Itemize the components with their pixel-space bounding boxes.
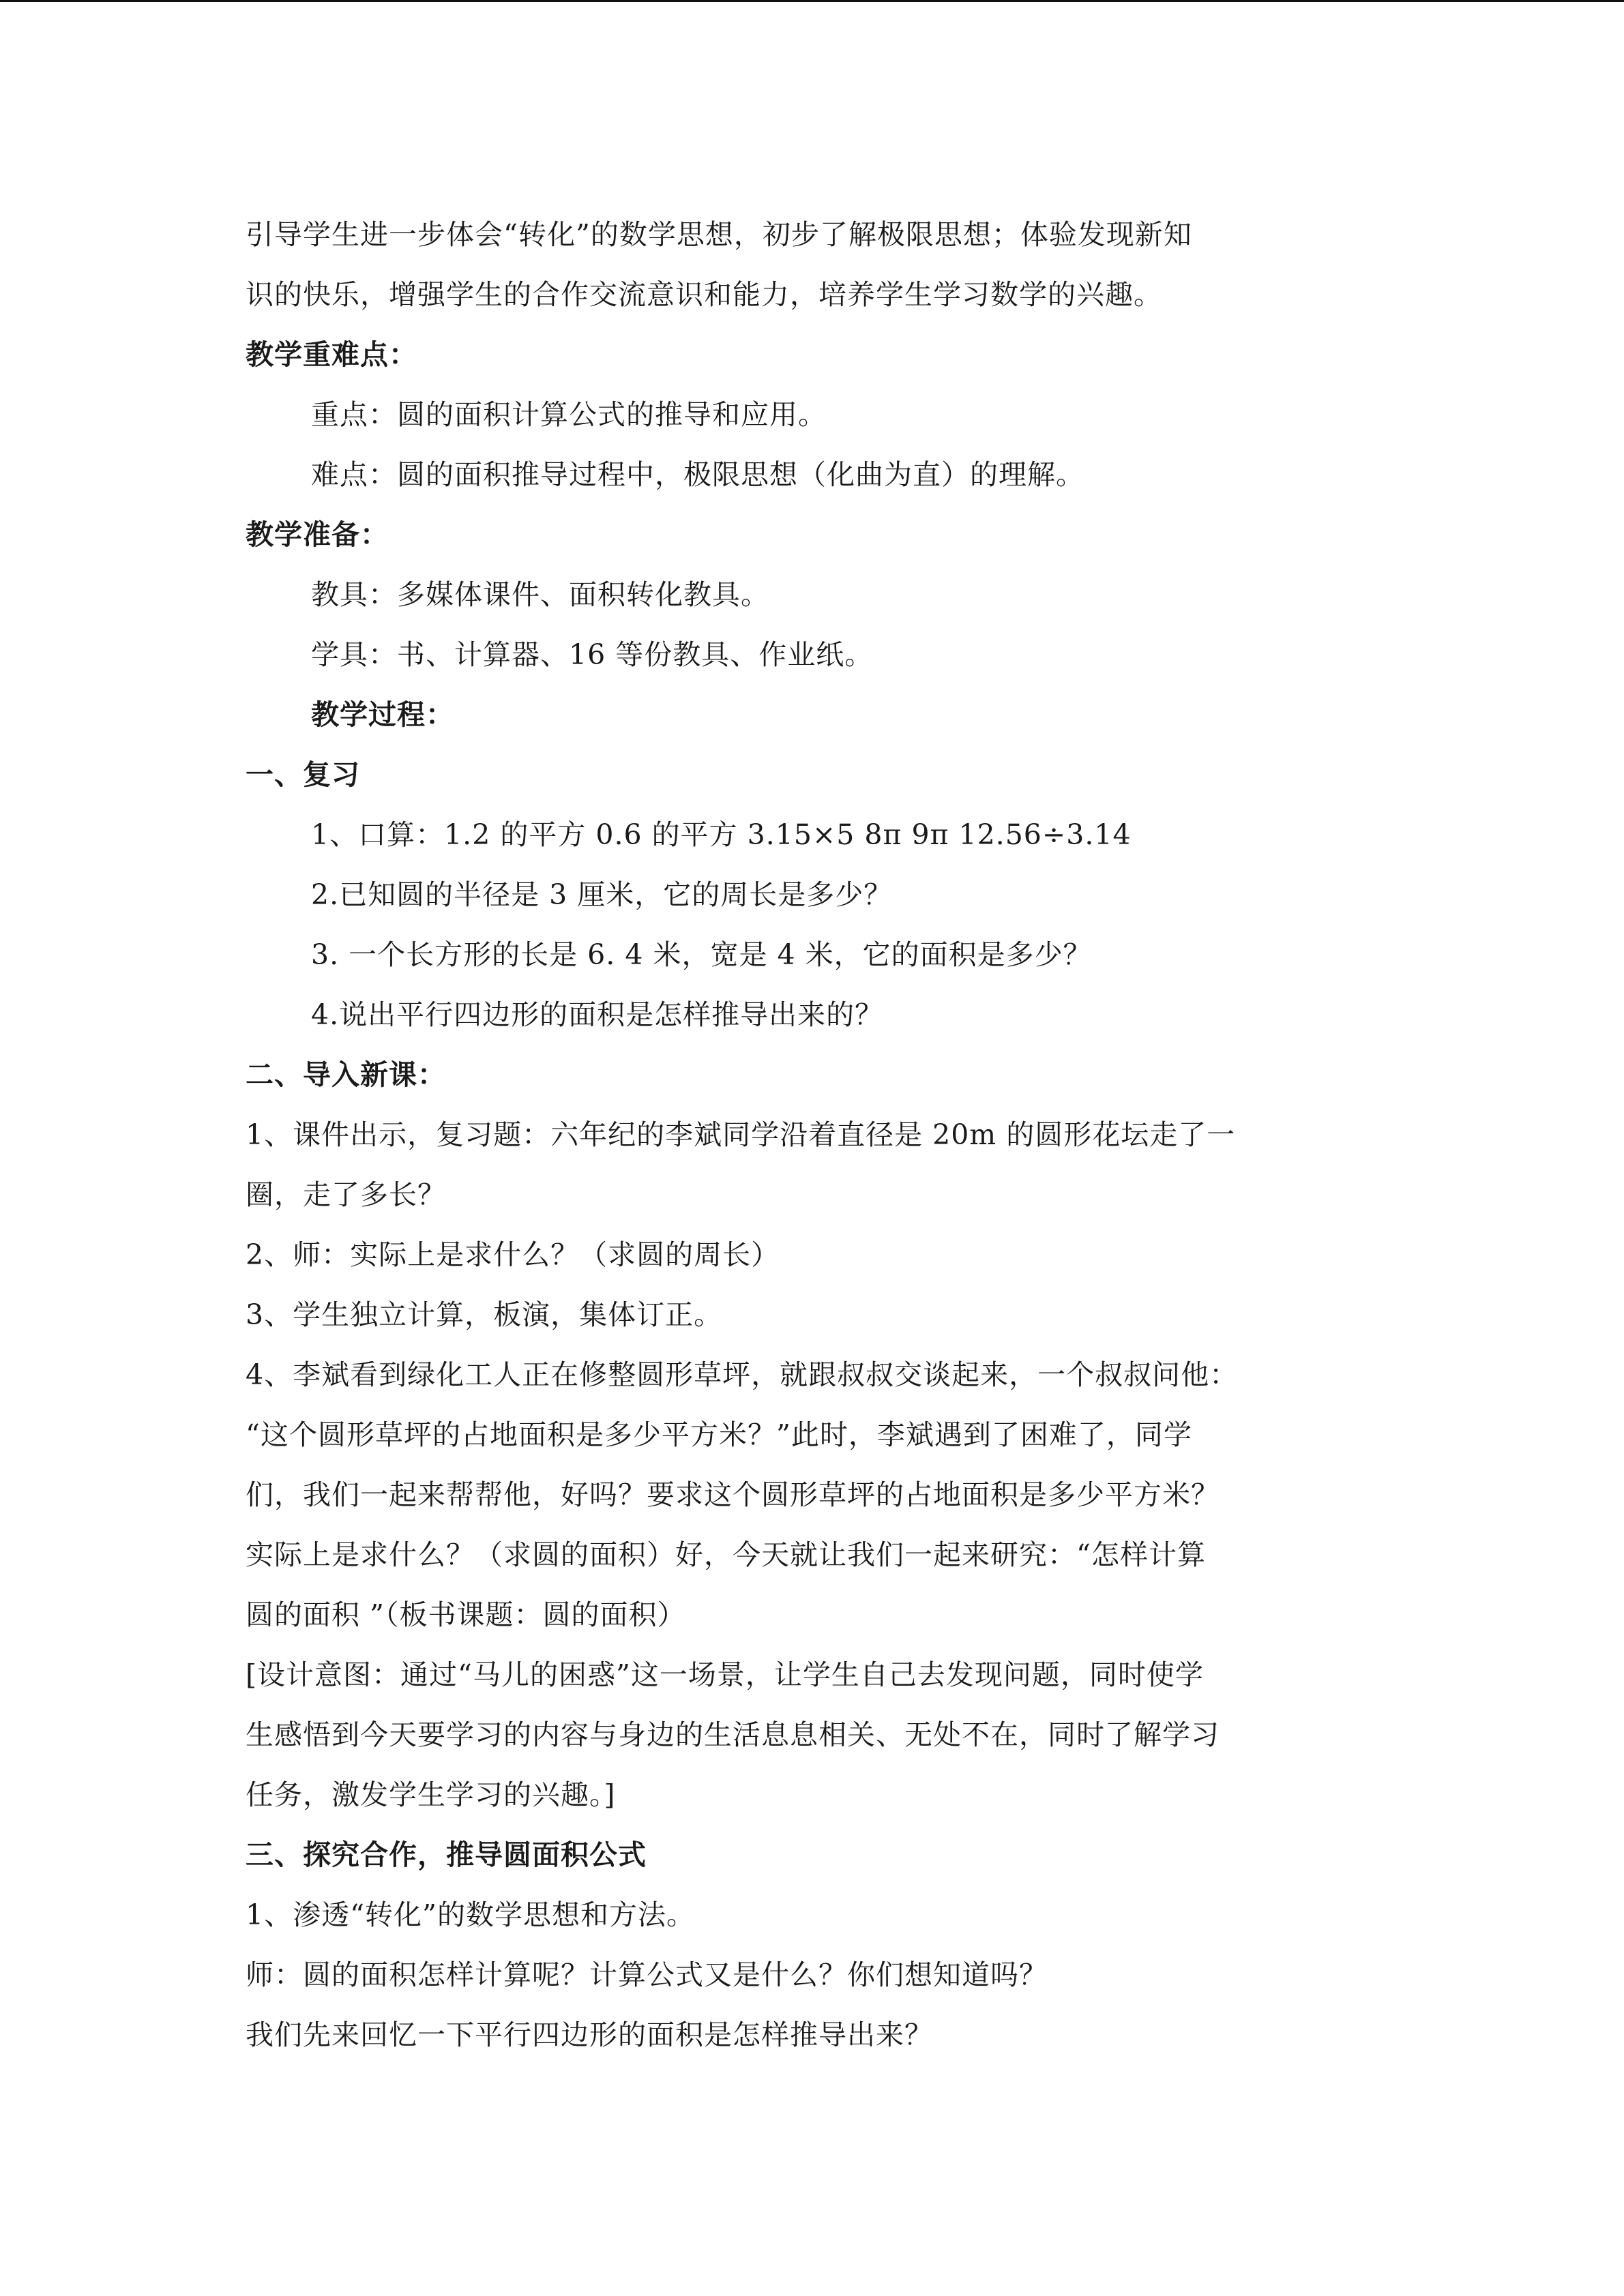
text-line: 1、口算：1.2 的平方 0.6 的平方 3.15×5 8π 9π 12.56÷3.14 bbox=[311, 818, 1132, 851]
page-top-border bbox=[0, 0, 1624, 2]
section-heading: 一、复习 bbox=[246, 758, 360, 791]
text-line: 重点：圆的面积计算公式的推导和应用。 bbox=[311, 398, 827, 431]
text-line: 难点：圆的面积推导过程中，极限思想（化曲为直）的理解。 bbox=[311, 458, 1084, 491]
text-line: 1、渗透“转化”的数学思想和方法。 bbox=[246, 1898, 696, 1931]
text-line: 圆的面积 ”（板书课题：圆的面积） bbox=[246, 1598, 686, 1631]
text-line: 识的快乐，增强学生的合作交流意识和能力，培养学生学习数学的兴趣。 bbox=[246, 278, 1162, 311]
text-line: 引导学生进一步体会“转化”的数学思想，初步了解极限思想；体验发现新知 bbox=[246, 218, 1192, 251]
text-line: 2、师：实际上是求什么？（求圆的周长） bbox=[246, 1238, 780, 1271]
text-line: 实际上是求什么？（求圆的面积）好，今天就让我们一起来研究：“怎样计算 bbox=[246, 1538, 1206, 1571]
text-line: 4、李斌看到绿化工人正在修整圆形草坪，就跟叔叔交谈起来，一个叔叔问他： bbox=[246, 1358, 1239, 1391]
text-line: 1、课件出示，复习题：六年纪的李斌同学沿着直径是 20m 的圆形花坛走了一 bbox=[246, 1118, 1236, 1151]
text-line: 3、学生独立计算，板演，集体订正。 bbox=[246, 1298, 723, 1331]
text-line: 们，我们一起来帮帮他，好吗？要求这个圆形草坪的占地面积是多少平方米？ bbox=[246, 1478, 1220, 1511]
text-line: 生感悟到今天要学习的内容与身边的生活息息相关、无处不在，同时了解学习 bbox=[246, 1718, 1220, 1751]
text-line: 4.说出平行四边形的面积是怎样推导出来的？ bbox=[311, 998, 884, 1031]
text-line: 我们先来回忆一下平行四边形的面积是怎样推导出来？ bbox=[246, 2018, 933, 2051]
text-line: 圈，走了多长？ bbox=[246, 1178, 446, 1211]
section-heading: 教学准备： bbox=[246, 518, 389, 551]
text-line: 2.已知圆的半径是 3 厘米，它的周长是多少？ bbox=[311, 878, 893, 911]
text-line: 任务，激发学生学习的兴趣。] bbox=[246, 1778, 616, 1811]
document-body bbox=[246, 205, 1391, 2065]
text-line: 教具：多媒体课件、面积转化教具。 bbox=[311, 578, 769, 611]
section-heading: 三、探究合作，推导圆面积公式 bbox=[246, 1838, 647, 1871]
text-line: [设计意图：通过“马儿的困惑”这一场景，让学生自己去发现问题，同时使学 bbox=[246, 1658, 1204, 1691]
text-line: 师：圆的面积怎样计算呢？计算公式又是什么？你们想知道吗？ bbox=[246, 1958, 1048, 1991]
section-heading: 教学过程： bbox=[311, 698, 454, 731]
section-heading: 二、导入新课： bbox=[246, 1058, 446, 1091]
text-line: 3. 一个长方形的长是 6. 4 米，宽是 4 米，它的面积是多少？ bbox=[311, 938, 1092, 971]
section-heading: 教学重难点： bbox=[246, 338, 417, 371]
text-line: 学具：书、计算器、16 等份教具、作业纸。 bbox=[311, 638, 874, 671]
text-line: “这个圆形草坪的占地面积是多少平方米？”此时，李斌遇到了困难了，同学 bbox=[246, 1418, 1192, 1451]
